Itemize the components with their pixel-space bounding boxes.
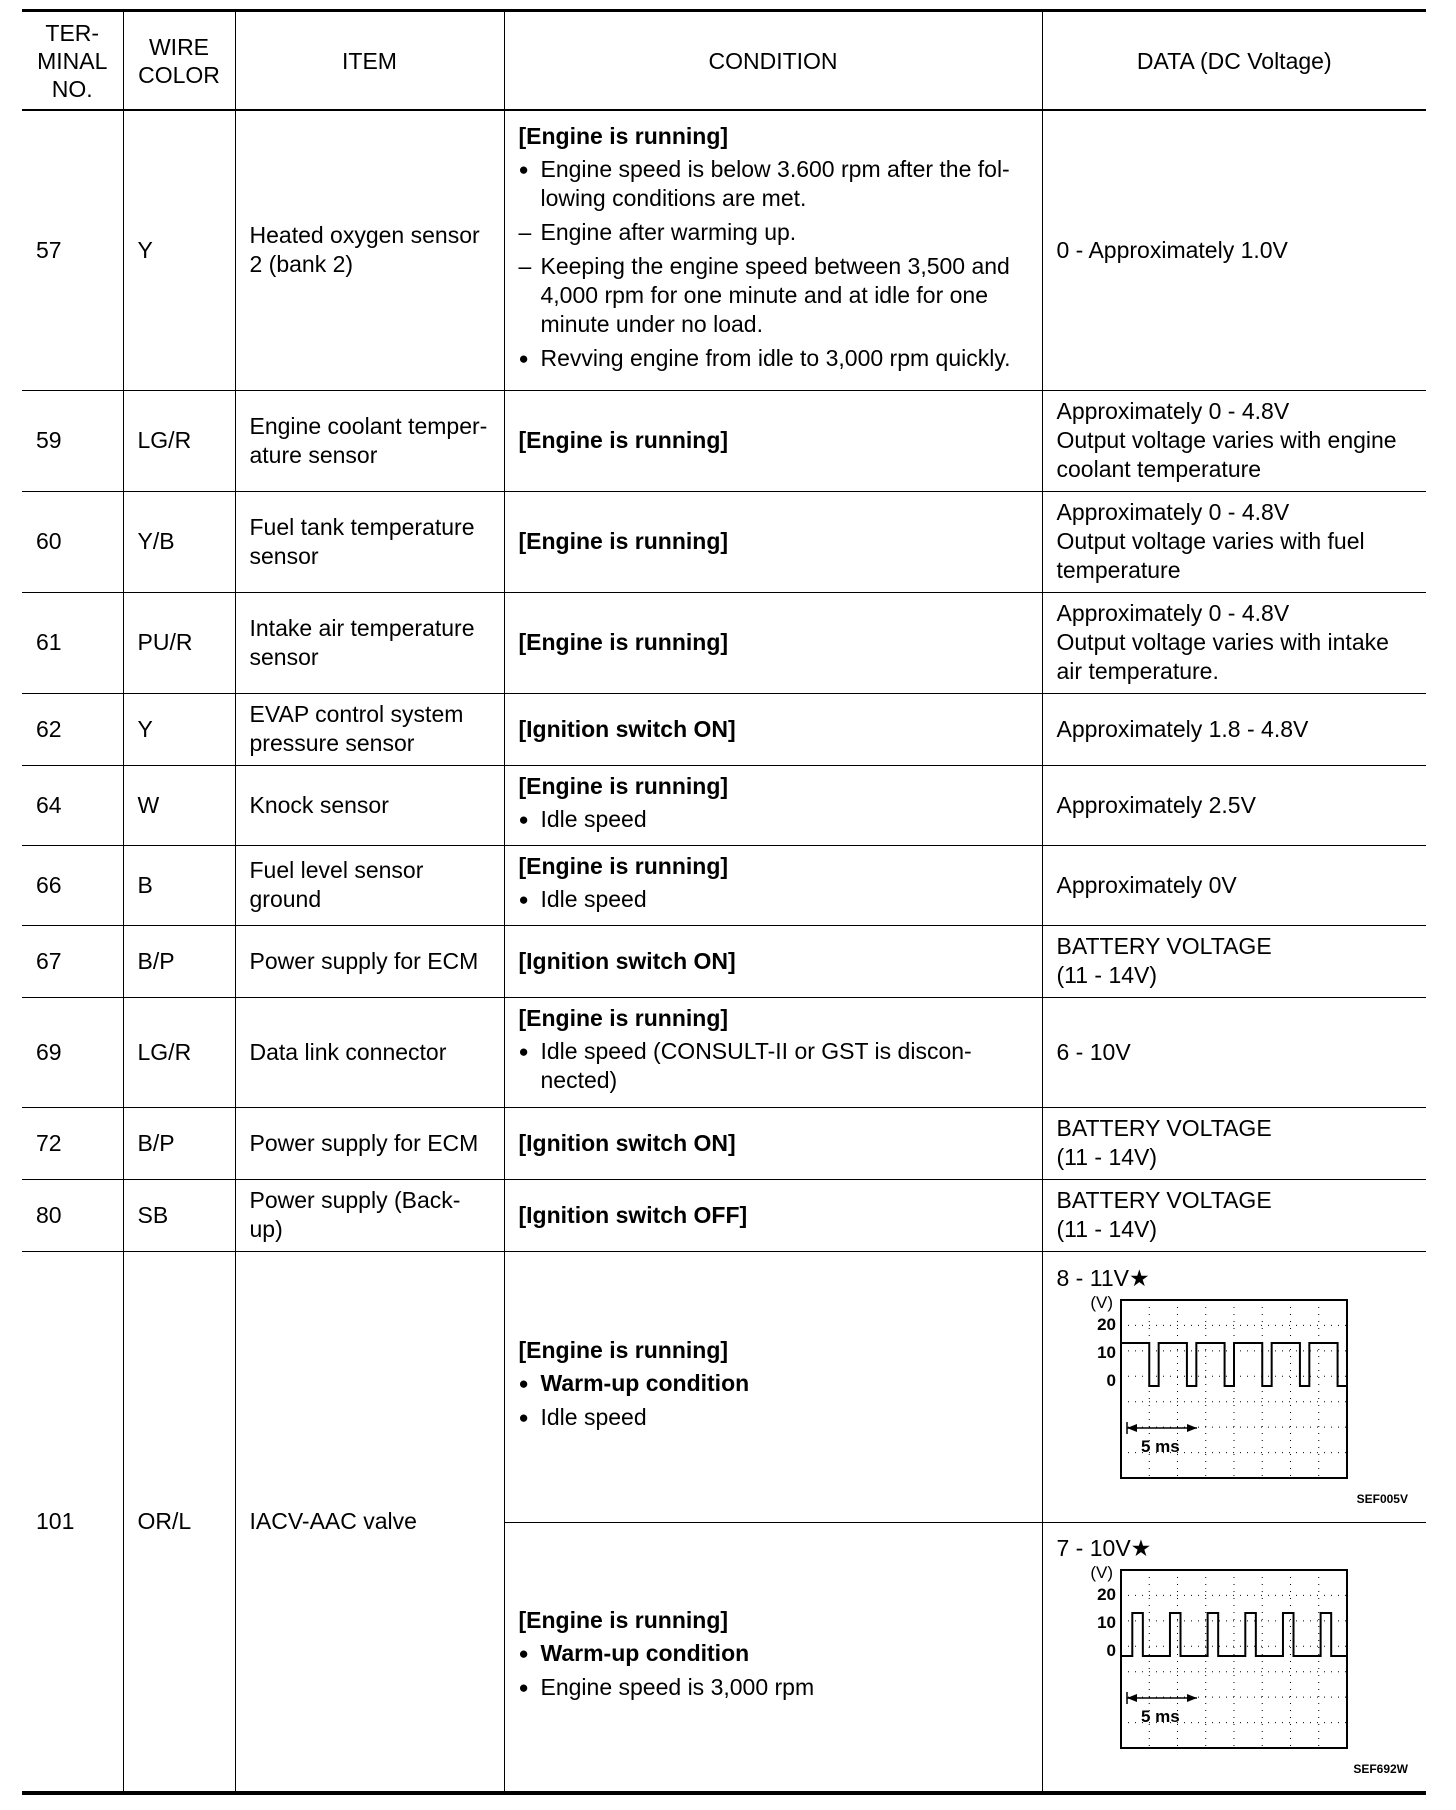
table-row (22, 491, 1426, 592)
time-scale-label: 5 ms (1140, 1706, 1180, 1726)
waveform-panel (1057, 1528, 1413, 1786)
terminal-no: 61 (22, 592, 123, 693)
oscilloscope-waveform (1083, 1562, 1383, 1752)
condition (504, 491, 1042, 592)
condition-title: [Engine is running] (518, 1005, 729, 1031)
ecm-terminal-table (22, 9, 1426, 1795)
waveform-voltage: 8 - 11V★ (1056, 1264, 1150, 1291)
condition-title: [Engine is running] (518, 427, 729, 453)
terminal-no: 101 (22, 1251, 123, 1793)
item-name: Power supply for ECM (235, 925, 504, 997)
data-value: BATTERY VOLTAGE (11 - 14V) (1042, 1179, 1426, 1251)
wire-color: LG/R (123, 390, 235, 491)
item-name: Power supply (Back-up) (235, 1179, 504, 1251)
header-wire-color: WIRE COLOR (123, 11, 235, 111)
data-value (1042, 1251, 1426, 1522)
table-row (22, 592, 1426, 693)
terminal-no: 59 (22, 390, 123, 491)
wire-color: Y (123, 693, 235, 765)
data-value: Approximately 0 - 4.8V Output voltage varies with fuel temperature (1042, 491, 1426, 592)
condition-bullet: ● Engine speed is below 3.600 rpm after the fol-lowing conditions are met. (519, 155, 1028, 213)
condition-title: [Engine is running] (518, 629, 729, 655)
item-name: Fuel level sensor ground (235, 845, 504, 925)
condition-title: [Engine is running] (518, 123, 729, 150)
condition-title: [Engine is running] (518, 852, 729, 879)
condition (504, 592, 1042, 693)
data-value: BATTERY VOLTAGE (11 - 14V) (1042, 1107, 1426, 1179)
header-terminal-no: TER- MINAL NO. (22, 11, 123, 111)
terminal-no: 57 (22, 110, 123, 390)
data-value: Approximately 0V (1042, 845, 1426, 925)
wire-color: W (123, 765, 235, 845)
condition-bullet: ● Idle speed (519, 805, 1028, 834)
wire-color: PU/R (123, 592, 235, 693)
wire-color: OR/L (123, 1251, 235, 1793)
item-name: Engine coolant temper-ature sensor (235, 390, 504, 491)
item-name: Fuel tank temperature sensor (235, 491, 504, 592)
table-row (22, 390, 1426, 491)
table-row (22, 1107, 1426, 1179)
header-data: DATA (DC Voltage) (1042, 11, 1426, 111)
item-name: Intake air temperature sensor (235, 592, 504, 693)
condition-bullet: ● Engine speed is 3,000 rpm (519, 1673, 1028, 1702)
condition-title: [Ignition switch ON] (518, 947, 736, 974)
terminal-no: 60 (22, 491, 123, 592)
terminal-no: 66 (22, 845, 123, 925)
table-row (22, 1179, 1426, 1251)
header-condition: CONDITION (504, 11, 1042, 111)
condition (504, 693, 1042, 765)
condition (504, 110, 1042, 390)
item-name: Data link connector (235, 997, 504, 1107)
data-value: Approximately 0 - 4.8V Output voltage varies with engine coolant temperature (1042, 390, 1426, 491)
header-row (22, 11, 1426, 111)
scale-arrowhead (1127, 1424, 1137, 1432)
time-scale-label: 5 ms (1140, 1436, 1180, 1456)
wire-color: LG/R (123, 997, 235, 1107)
scale-arrowhead (1187, 1694, 1197, 1702)
y-tick-label: 20 (1096, 1314, 1116, 1334)
wire-color: B/P (123, 925, 235, 997)
condition (504, 925, 1042, 997)
condition-dash: – Keeping the engine speed between 3,500 and 4,000 rpm for one minute and at idle for one minute under no load. (519, 252, 1028, 339)
item-name: Knock sensor (235, 765, 504, 845)
waveform-trace (1121, 1343, 1347, 1386)
condition-title: [Ignition switch ON] (518, 715, 736, 742)
data-value: Approximately 2.5V (1042, 765, 1426, 845)
scale-arrowhead (1187, 1424, 1197, 1432)
wire-color: B/P (123, 1107, 235, 1179)
figure-ref: SEF005V (1356, 1491, 1408, 1506)
waveform-panel (1057, 1258, 1413, 1516)
condition-title: [Ignition switch OFF] (518, 1201, 748, 1228)
table-row (22, 765, 1426, 845)
condition-title: [Engine is running] (518, 1337, 729, 1363)
terminal-no: 72 (22, 1107, 123, 1179)
table-row (22, 110, 1426, 390)
item-name: IACV-AAC valve (235, 1251, 504, 1793)
y-tick-label: 10 (1096, 1612, 1116, 1632)
condition (504, 1179, 1042, 1251)
data-value: 6 - 10V (1042, 997, 1426, 1107)
condition-title: [Ignition switch ON] (518, 1129, 736, 1156)
condition (504, 1251, 1042, 1522)
wire-color: Y/B (123, 491, 235, 592)
condition-bullet: ● Revving engine from idle to 3,000 rpm quickly. (519, 344, 1028, 373)
terminal-no: 80 (22, 1179, 123, 1251)
y-tick-label: 20 (1096, 1584, 1116, 1604)
wire-color: Y (123, 110, 235, 390)
condition (504, 765, 1042, 845)
waveform-voltage: 7 - 10V★ (1056, 1534, 1152, 1561)
y-tick-label: 0 (1106, 1640, 1116, 1660)
y-tick-label: 0 (1106, 1370, 1116, 1390)
terminal-no: 62 (22, 693, 123, 765)
condition-bullet: ● Warm-up condition (519, 1369, 1028, 1398)
terminal-no: 67 (22, 925, 123, 997)
condition (504, 845, 1042, 925)
axis-unit: (V) (1089, 1562, 1113, 1582)
condition-dash: – Engine after warming up. (519, 218, 1028, 247)
y-tick-label: 10 (1096, 1342, 1116, 1362)
item-name: EVAP control system pressure sensor (235, 693, 504, 765)
data-value: Approximately 0 - 4.8V Output voltage varies with intake air temperature. (1042, 592, 1426, 693)
condition-bullet: ● Idle speed (CONSULT-II or GST is discon-nected) (519, 1037, 1028, 1095)
data-value: Approximately 1.8 - 4.8V (1042, 693, 1426, 765)
condition-bullet: ● Warm-up condition (519, 1639, 1028, 1668)
condition (504, 1107, 1042, 1179)
condition (504, 390, 1042, 491)
condition-title: [Engine is running] (518, 1607, 729, 1634)
table-row (22, 997, 1426, 1107)
item-name: Heated oxygen sensor 2 (bank 2) (235, 110, 504, 390)
terminal-no: 64 (22, 765, 123, 845)
item-name: Power supply for ECM (235, 1107, 504, 1179)
table-row (22, 845, 1426, 925)
header-item: ITEM (235, 11, 504, 111)
condition-bullet: ● Idle speed (519, 1403, 1028, 1432)
axis-unit: (V) (1089, 1292, 1113, 1312)
wire-color: SB (123, 1179, 235, 1251)
terminal-no: 69 (22, 997, 123, 1107)
data-value: BATTERY VOLTAGE (11 - 14V) (1042, 925, 1426, 997)
table-row (22, 925, 1426, 997)
condition-title: [Engine is running] (518, 772, 729, 799)
condition-title: [Engine is running] (518, 528, 729, 554)
table-row (22, 1251, 1426, 1522)
table-row (22, 693, 1426, 765)
scale-arrowhead (1127, 1694, 1137, 1702)
wire-color: B (123, 845, 235, 925)
data-value (1042, 1522, 1426, 1793)
condition (504, 997, 1042, 1107)
oscilloscope-waveform (1083, 1292, 1383, 1482)
data-value: 0 - Approximately 1.0V (1042, 110, 1426, 390)
condition-bullet: ● Idle speed (519, 885, 1028, 914)
figure-ref: SEF692W (1353, 1761, 1408, 1776)
condition (504, 1522, 1042, 1793)
